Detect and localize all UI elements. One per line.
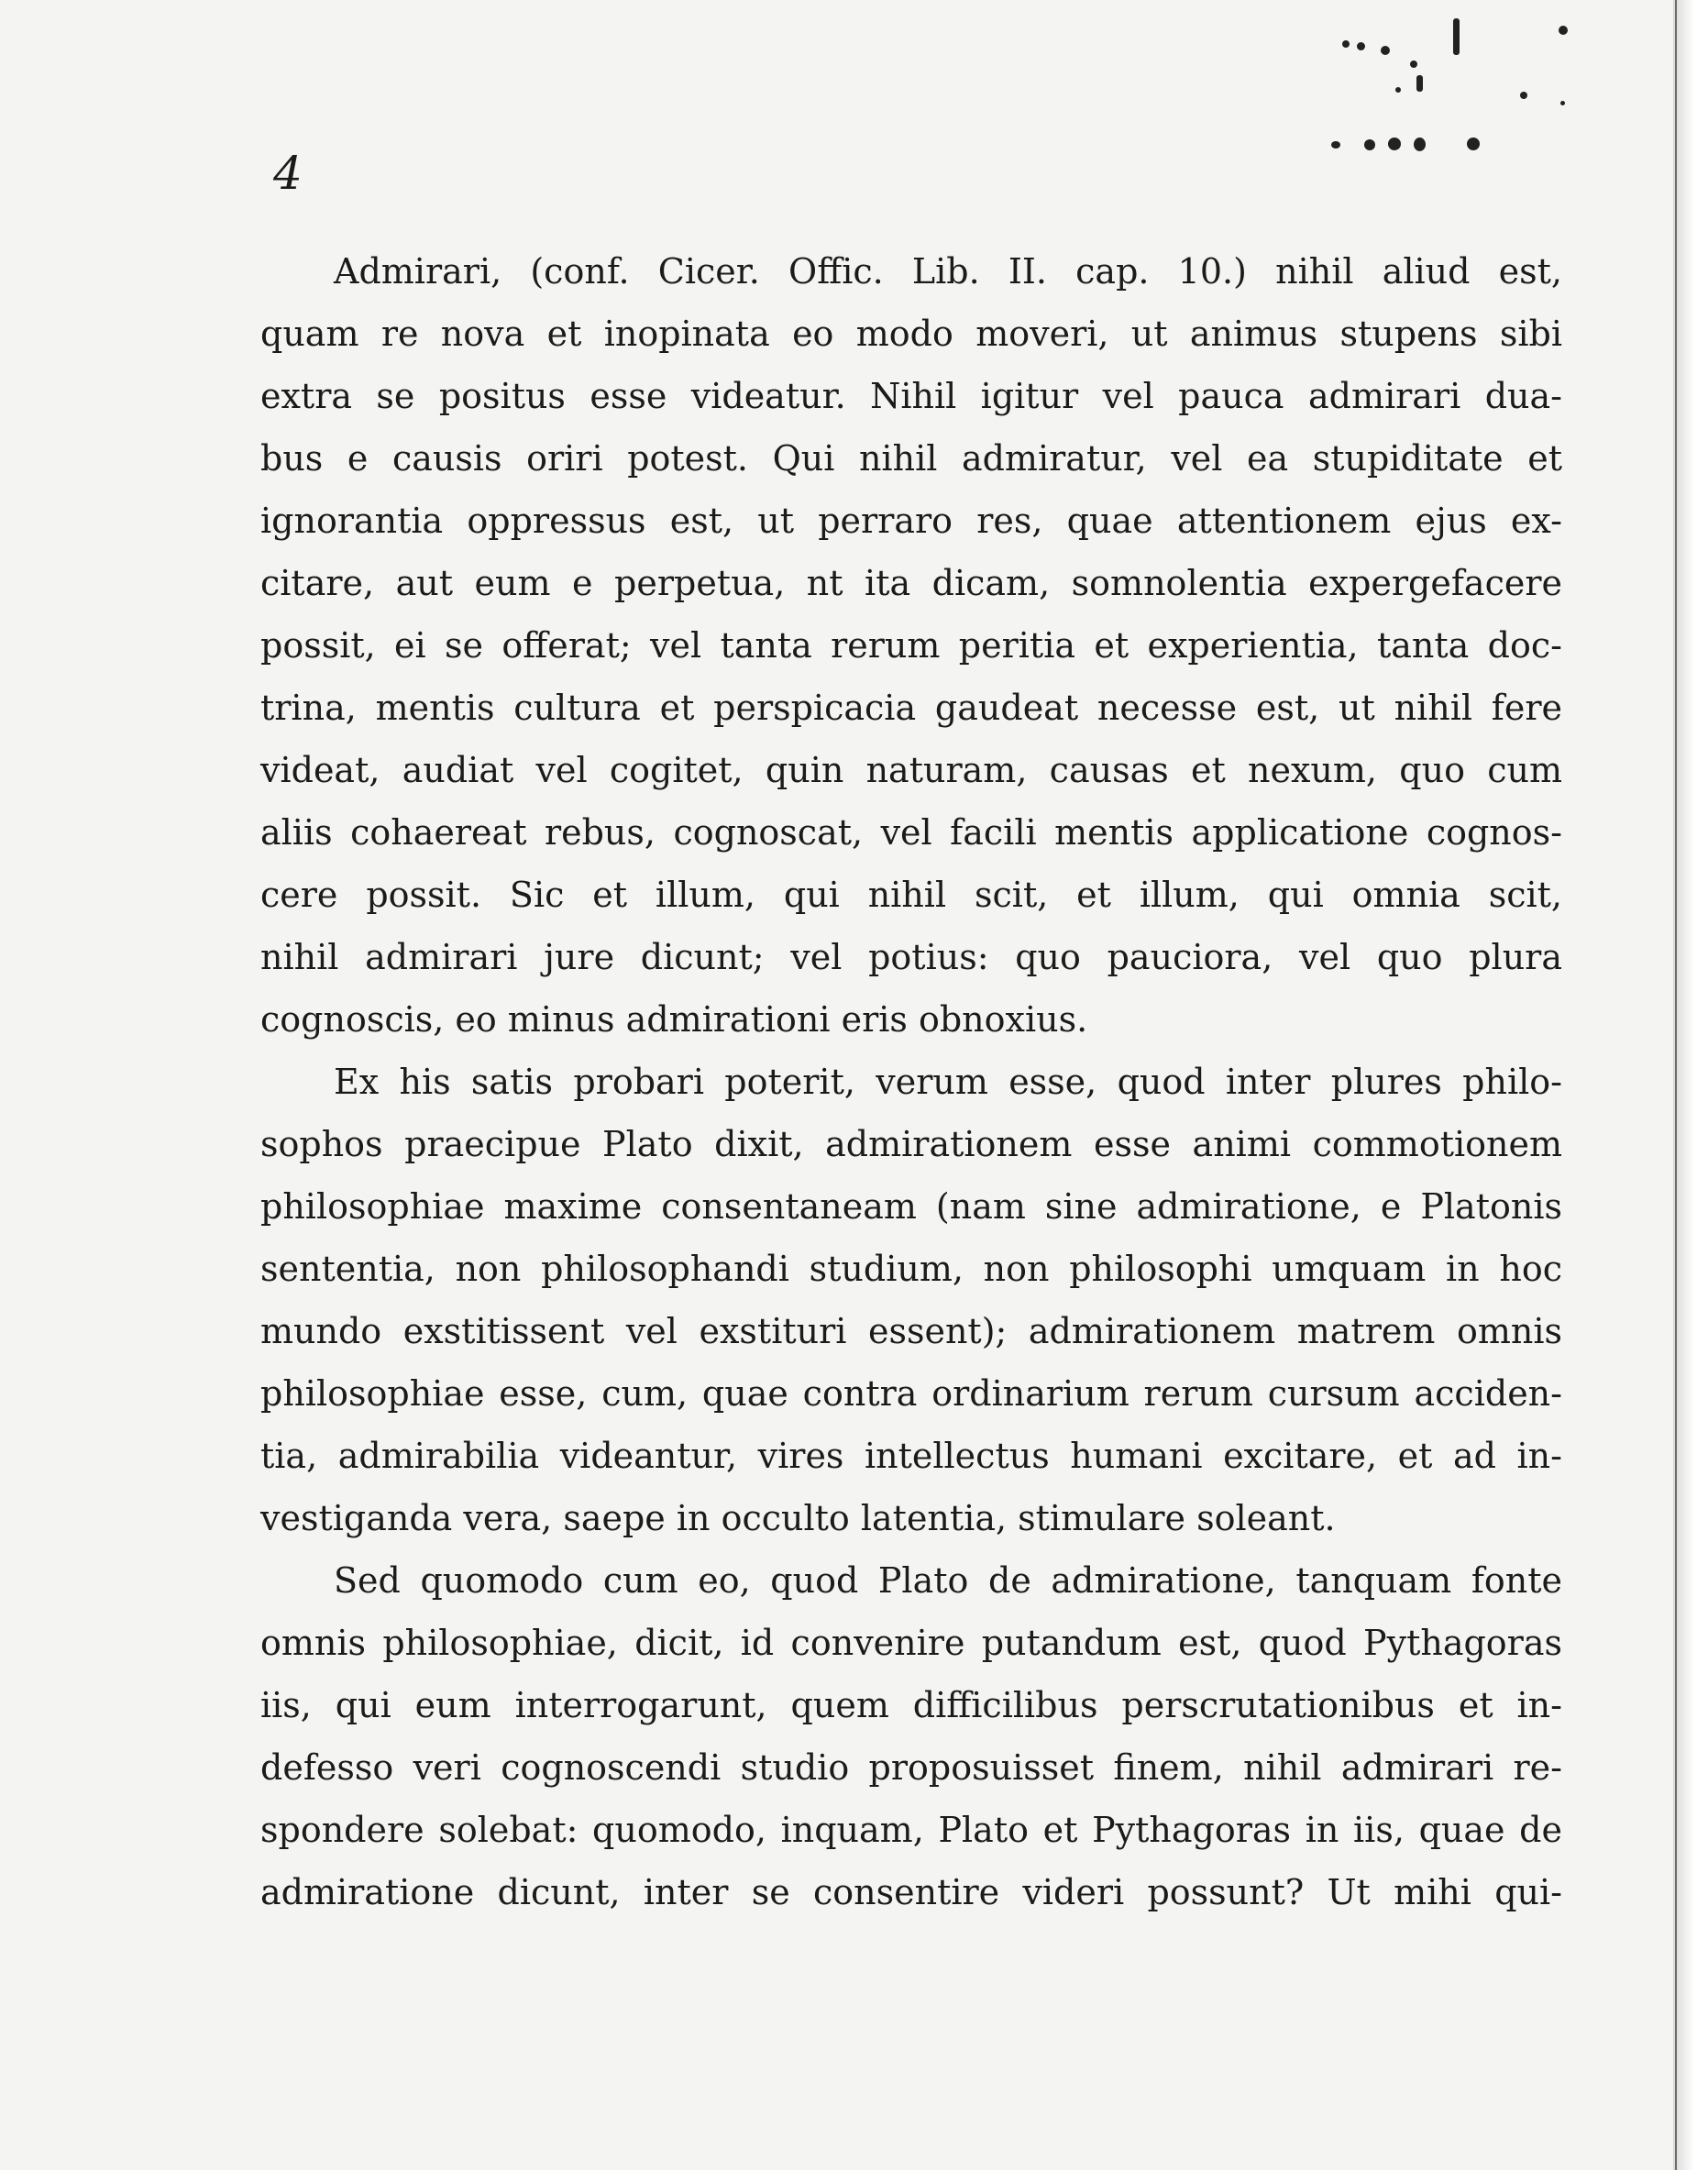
text-line: iis, qui eum interrogarunt, quem difficilibus perscrutationibus et in- bbox=[260, 1685, 1562, 1725]
text-line: nihil admirari jure dicunt; vel potius: quo pauciora, vel quo plura bbox=[260, 937, 1562, 977]
text-line: defesso veri cognoscendi studio proposuisset finem, nihil admirari re- bbox=[260, 1747, 1562, 1788]
text-line: sententia, non philosophandi studium, non philosophi umquam in hoc bbox=[260, 1249, 1562, 1289]
page-edge-shadow bbox=[1673, 0, 1708, 2170]
text-line: mundo exstitissent vel exstituri essent); admirationem matrem omnis bbox=[260, 1311, 1562, 1351]
text-line: videat, audiat vel cogitet, quin naturam, causas et nexum, quo cum bbox=[260, 750, 1562, 790]
page-number: 4 bbox=[273, 147, 303, 200]
text-line: cere possit. Sic et illum, qui nihil scit, et illum, qui omnia scit, bbox=[260, 875, 1562, 915]
text-line: aliis cohaereat rebus, cognoscat, vel facili mentis applicatione cognos- bbox=[260, 812, 1562, 853]
text-line: extra se positus esse videatur. Nihil igitur vel pauca admirari dua- bbox=[260, 376, 1562, 416]
text-line: philosophiae maxime consentaneam (nam sine admiratione, e Platonis bbox=[260, 1186, 1562, 1227]
text-line: Ex his satis probari poterit, verum esse, quod inter plures philo- bbox=[334, 1062, 1562, 1102]
text-line: bus e causis oriri potest. Qui nihil admiratur, vel ea stupiditate et bbox=[260, 438, 1562, 479]
text-line: omnis philosophiae, dicit, id convenire putandum est, quod Pythagoras bbox=[260, 1623, 1562, 1663]
text-line: Sed quomodo cum eo, quod Plato de admiratione, tanquam fonte bbox=[334, 1560, 1562, 1601]
text-line: cognoscis, eo minus admirationi eris obnoxius. bbox=[260, 999, 1088, 1040]
paragraph-3 bbox=[260, 1549, 1562, 1923]
text-line: quam re nova et inopinata eo modo moveri, ut animus stupens sibi bbox=[260, 314, 1562, 354]
paragraph-2 bbox=[260, 1051, 1562, 1549]
body-text bbox=[260, 240, 1562, 1923]
binding-line bbox=[1675, 0, 1677, 2170]
text-line: sophos praecipue Plato dixit, admirationem esse animi commotionem bbox=[260, 1124, 1562, 1164]
text-line: possit, ei se offerat; vel tanta rerum peritia et experientia, tanta doc- bbox=[260, 625, 1562, 666]
paragraph-1 bbox=[260, 240, 1562, 1051]
text-line: ignorantia oppressus est, ut perraro res, quae attentionem ejus ex- bbox=[260, 501, 1562, 541]
text-line: philosophiae esse, cum, quae contra ordinarium rerum cursum acciden- bbox=[260, 1373, 1562, 1414]
text-line: Admirari, (conf. Cicer. Offic. Lib. II. cap. 10.) nihil aliud est, bbox=[334, 251, 1562, 292]
text-line: tia, admirabilia videantur, vires intellectus humani excitare, et ad in- bbox=[260, 1436, 1562, 1476]
text-line: spondere solebat: quomodo, inquam, Plato et Pythagoras in iis, quae de bbox=[260, 1810, 1562, 1850]
text-line: vestiganda vera, saepe in occulto latentia, stimulare soleant. bbox=[260, 1498, 1336, 1538]
text-line: citare, aut eum e perpetua, nt ita dicam, somnolentia expergefacere bbox=[260, 563, 1562, 603]
text-line: admiratione dicunt, inter se consentire videri possunt? Ut mihi qui- bbox=[260, 1872, 1562, 1912]
text-line: trina, mentis cultura et perspicacia gaudeat necesse est, ut nihil fere bbox=[260, 688, 1562, 728]
